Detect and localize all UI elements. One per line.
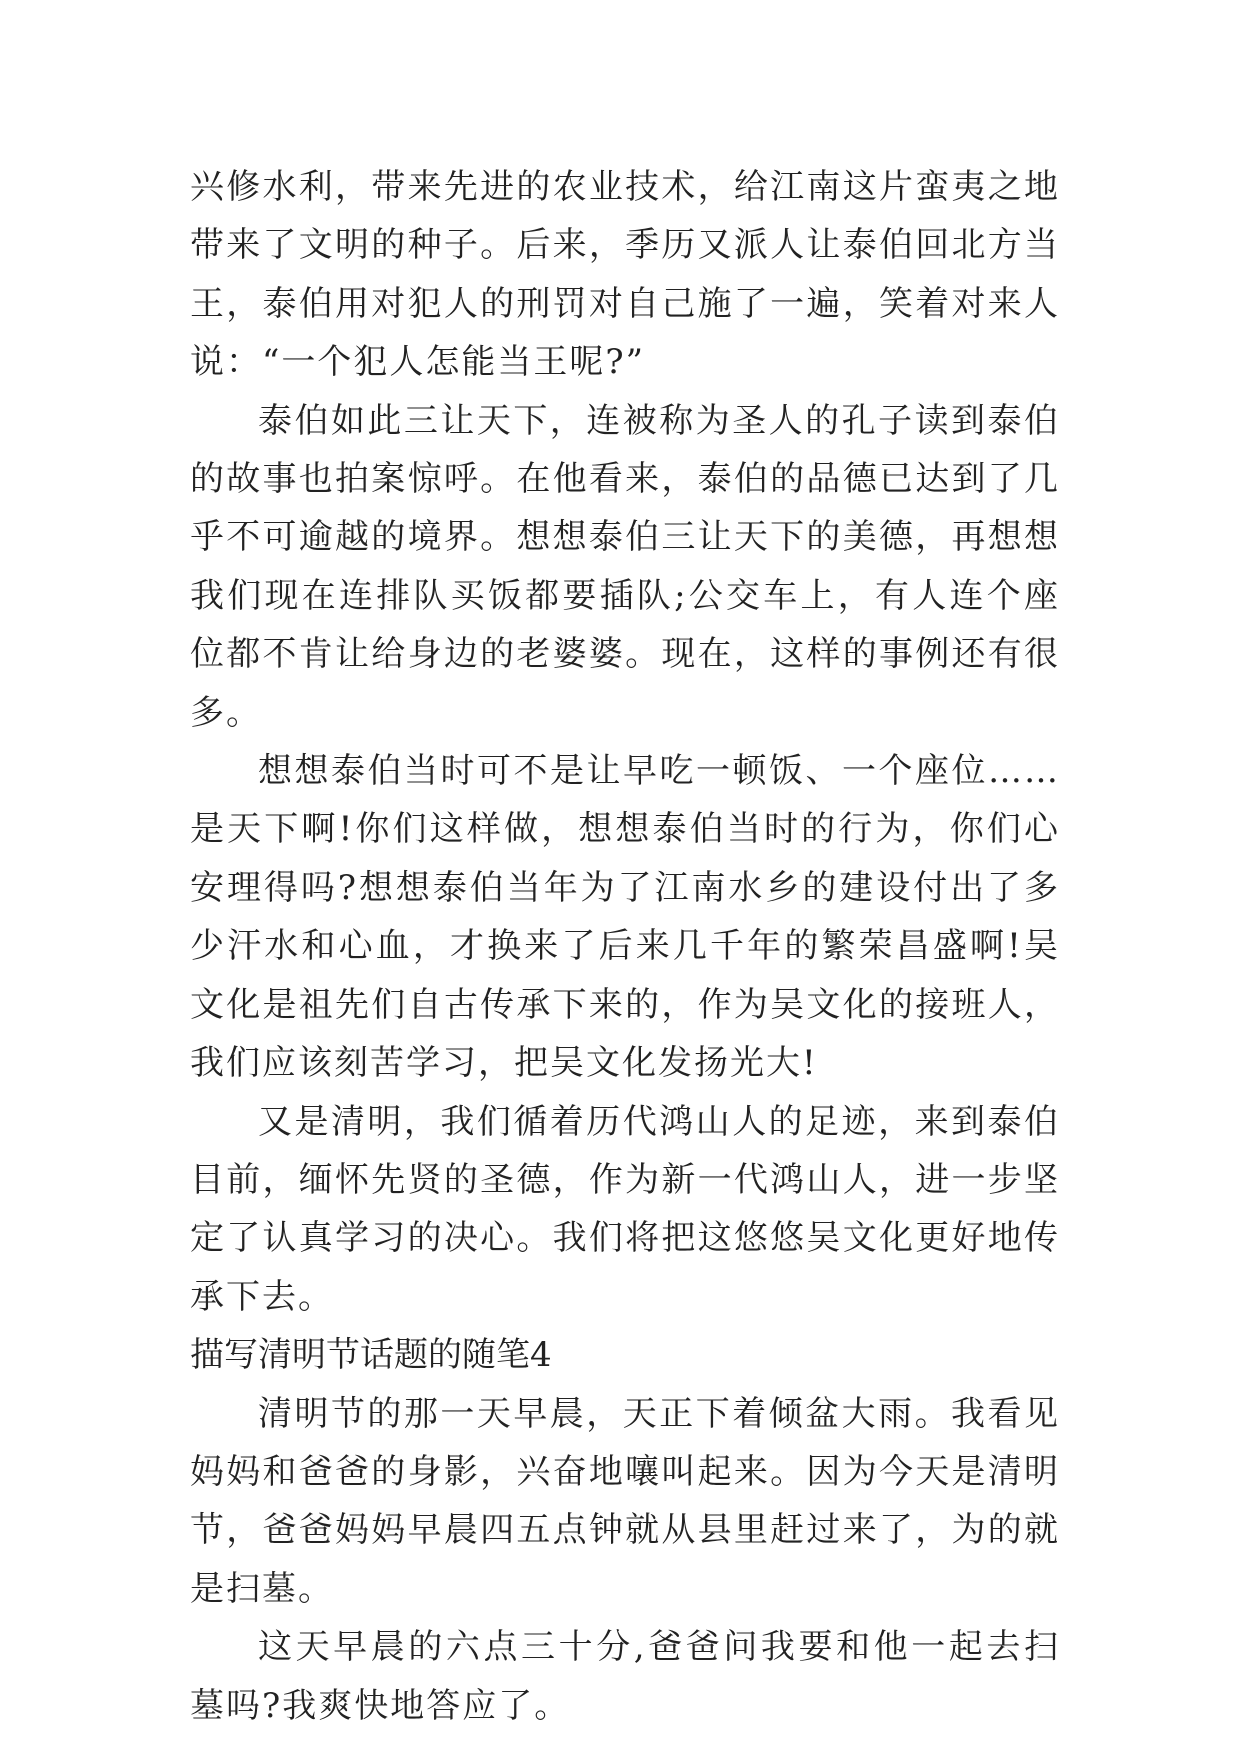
paragraph-taibo-three-yields: 泰伯如此三让天下，连被称为圣人的孔子读到泰伯的故事也拍案惊呼。在他看来，泰伯的品德已达到了几乎不可逾越的境界。想想泰伯三让天下的美德，再想想我们现在连排队买饭都要插队;公交车上，有人连个座位都不肯让给身边的老婆婆。现在，这样的事例还有很多。 [190,400,1060,733]
paragraph-continuation: 兴修水利，带来先进的农业技术，给江南这片蛮夷之地带来了文明的种子。后来，季历又派人让泰伯回北方当王，泰伯用对犯人的刑罚对自己施了一遍，笑着对来人说：“一个犯人怎能当王呢?” [190,167,1060,383]
paragraph-qingming-visit: 又是清明，我们循着历代鸿山人的足迹，来到泰伯目前，缅怀先贤的圣德，作为新一代鸿山人，进一步坚定了认真学习的决心。我们将把这悠悠吴文化更好地传承下去。 [190,1101,1060,1317]
document-body [190,158,1060,1735]
section-heading: 描写清明节话题的随笔4 [190,1335,552,1376]
paragraph-tomb-sweeping: 这天早晨的六点三十分,爸爸问我要和他一起去扫墓吗?我爽快地答应了。 [190,1627,1060,1726]
paragraph-morning-rain: 清明节的那一天早晨，天正下着倾盆大雨。我看见妈妈和爸爸的身影，兴奋地嚷叫起来。因为今天是清明节，爸爸妈妈早晨四五点钟就从县里赶过来了，为的就是扫墓。 [190,1393,1060,1609]
paragraph-reflection: 想想泰伯当时可不是让早吃一顿饭、一个座位……是天下啊!你们这样做，想想泰伯当时的行为，你们心安理得吗?想想泰伯当年为了江南水乡的建设付出了多少汗水和心血，才换来了后来几千年的繁荣昌盛啊!吴文化是祖先们自古传承下来的，作为吴文化的接班人，我们应该刻苦学习，把吴文化发扬光大! [190,751,1060,1084]
